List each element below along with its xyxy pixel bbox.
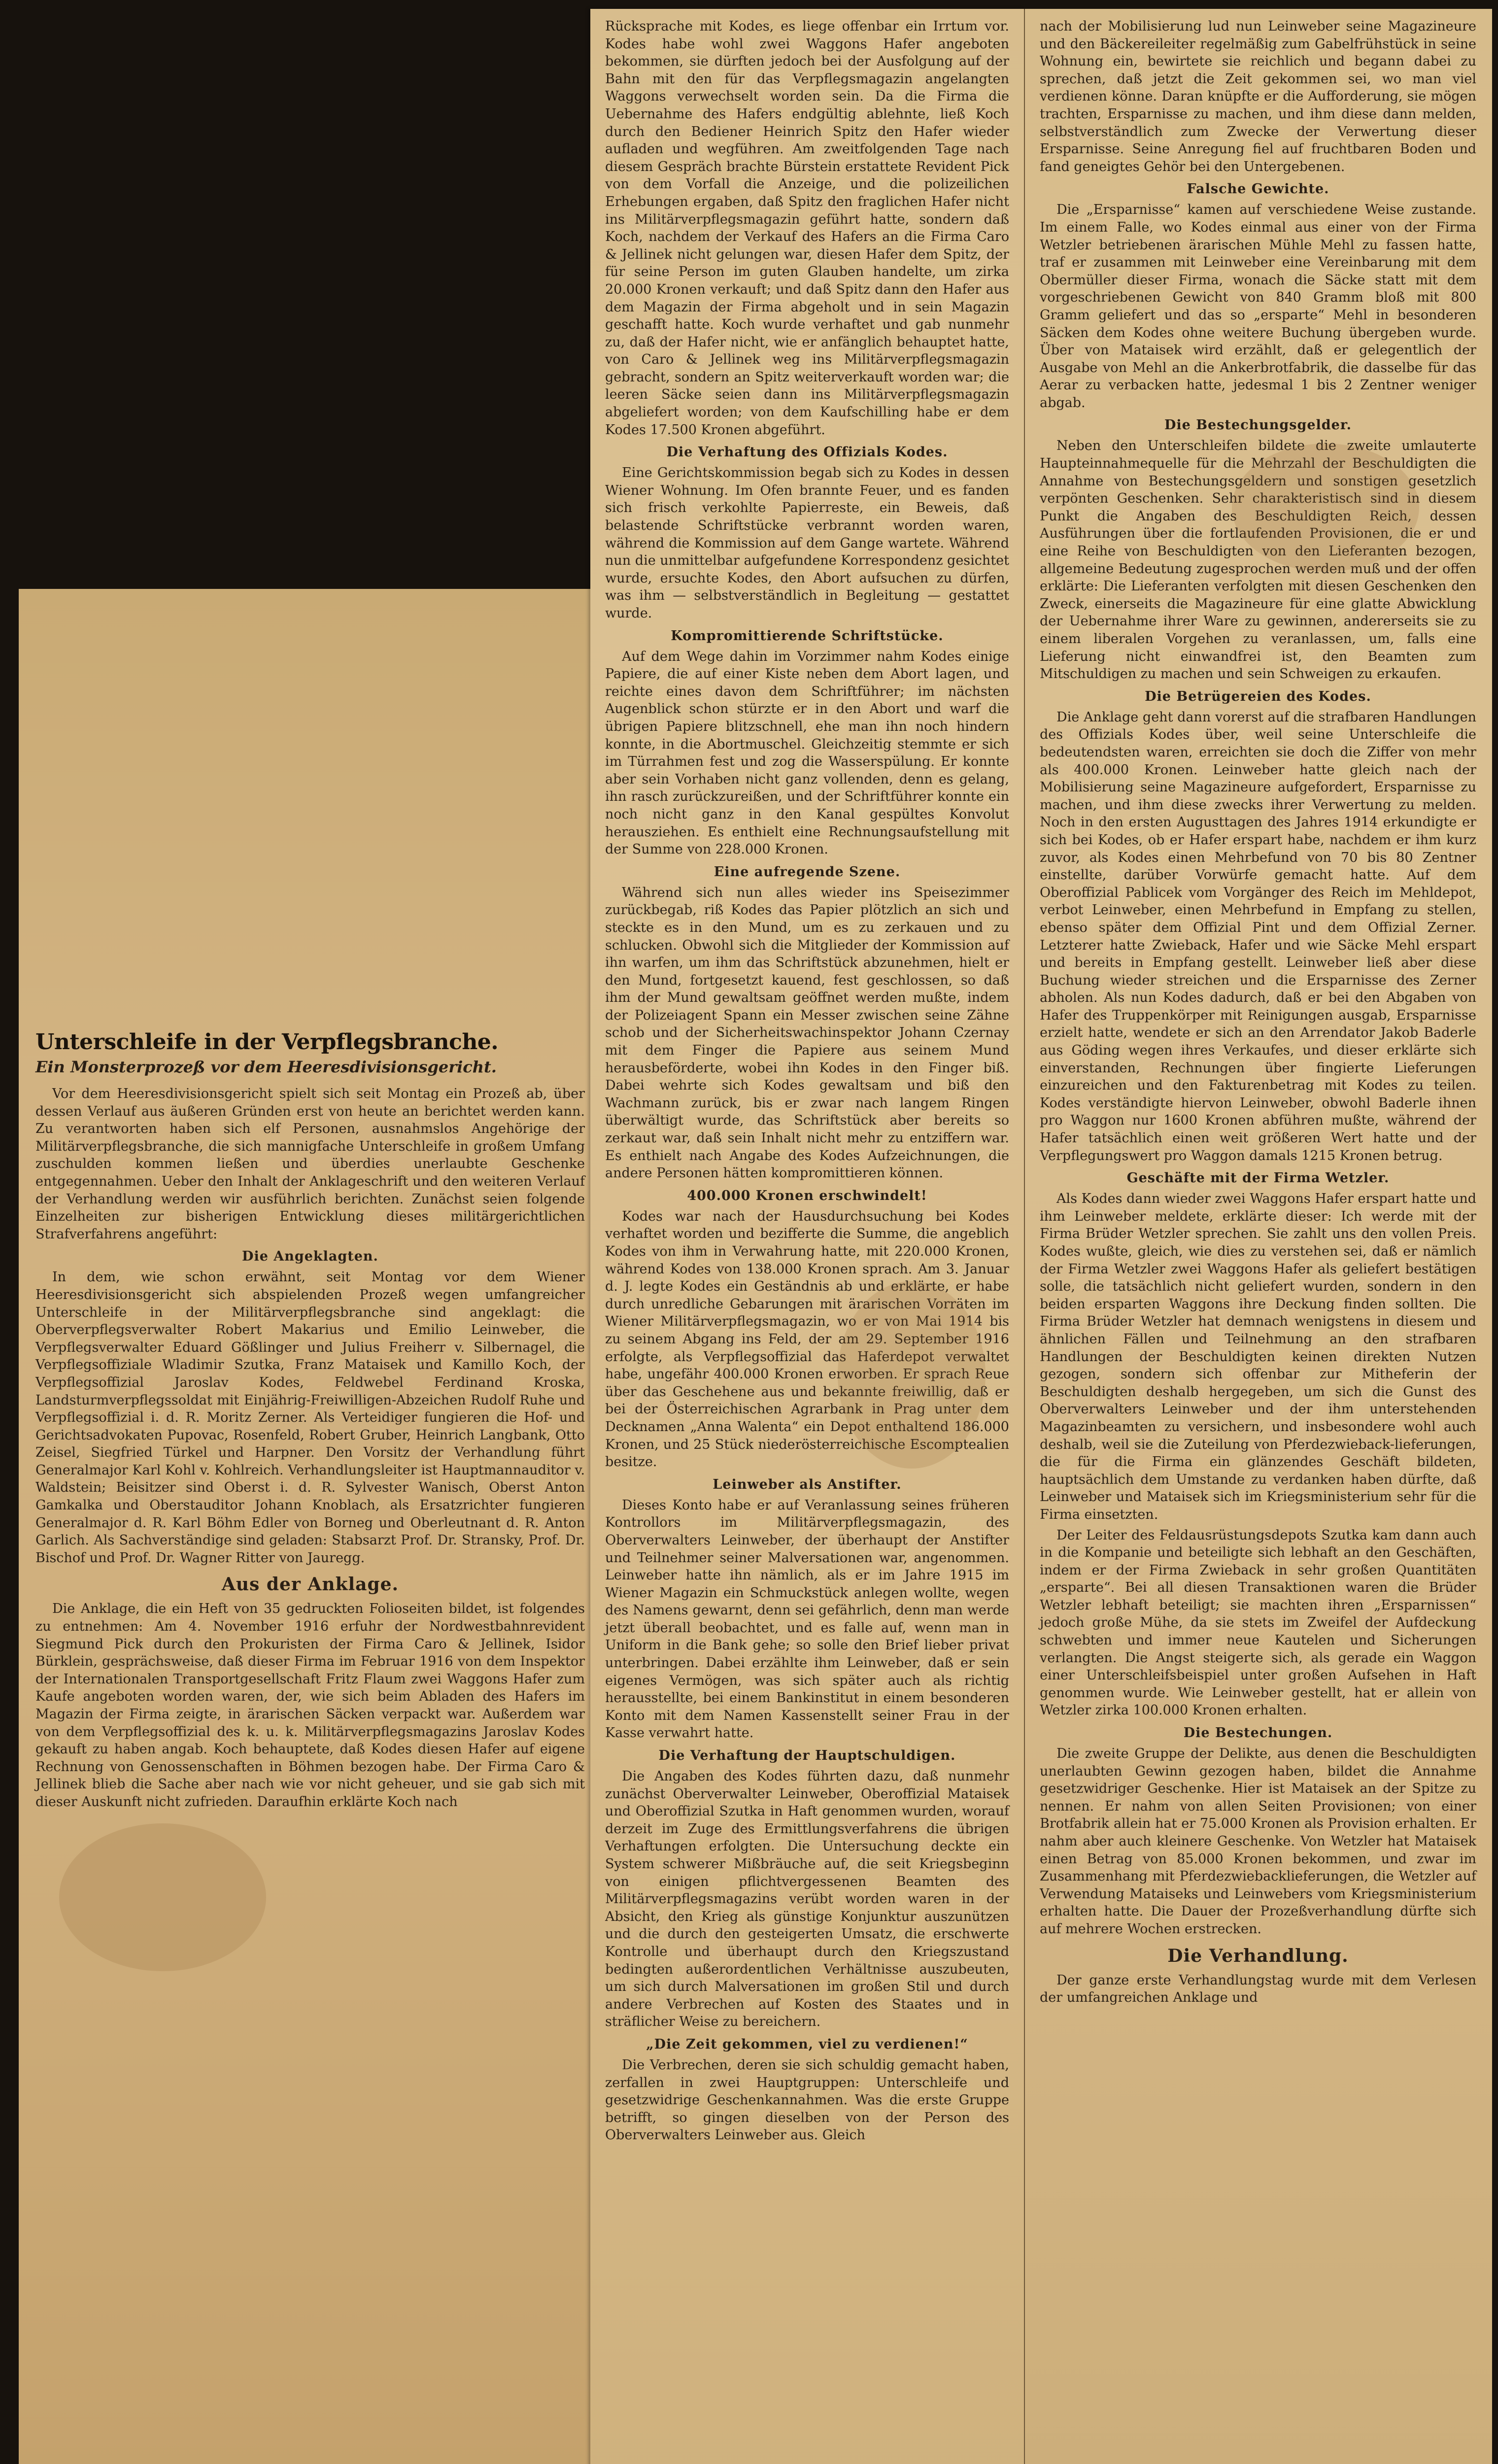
paragraph-bribes: Neben den Unterschleifen bildete die zweite umlauterte Haupteinnahmequelle für die Mehrzahl der Beschuldigten die Annahme von Bestechungsgeldern und sonstigen gesetzlich verpönten Geschenken. Sehr charakteristisch sind in diesem Punkt die Angaben des Beschuldigten Reich, dessen Ausführungen über die fortlaufenden Provisionen, die er und eine Reihe von Beschuldigten von den Lieferanten bezogen, allgemeine Bedeutung zugesprochen werden muß und der offen erklärte: Die Lieferanten verfolgten mit diesen Geschenken den Zweck, einerseits die Magazineure für eine glatte Abwicklung der Uebernahme ihrer Ware zu gewinnen, andererseits sie zu einem liberalen Vorgehen zu veranlassen, um, falls eine Lieferung nicht einwandfrei ist, den Beamten zum Mitschuldigen zu machen und sein Schweigen zu erkaufen. — [1040, 438, 1476, 682]
paragraph-defendants: In dem, wie schon erwähnt, seit Montag vor dem Wiener Heeresdivisionsgericht sich abspielenden Prozeß wegen umfangreicher Unterschleife in der Militärverpflegsbranche sind angeklagt: die Oberverpflegsverwalter Robert Makarius und Emilio Leinweber, die Verpflegsverwalter Eduard Gößlinger und Julius Freiherr v. Silbernagel, die Verpflegsoffiziale Wladimir Szutka, Franz Mataisek und Kamillo Koch, der Verpflegsoffizial Jaroslav Kodes, Feldwebel Ferdinand Kroska, Landsturmverpflegssoldat mit Einjährig-Freiwilligen-Abzeichen Rudolf Ruhe und Verpflegsoffizial i. d. R. Moritz Zerner. Als Verteidiger fungieren die Hof- und Gerichtsadvokaten Pupovac, Rosenfeld, Robert Gruber, Heinrich Langbank, Otto Zeisel, Siegfried Türkel und Harpner. Den Vorsitz der Verhandlung führt Generalmajor Karl Kohl v. Kohlreich. Verhandlungsleiter ist Hauptmannauditor v. Waldstein; Beisitzer sind Oberst i. d. R. Sylvester Wanisch, Oberst Anton Gamkalka und Oberstauditor Johann Knoblach, als Ersatzrichter fungieren Generalmajor d. R. Karl Böhm Edler von Borneg und Oberleutnant d. R. Anton Garlich. Als Sachverständige sind geladen: Stabsarzt Prof. Dr. Stransky, Prof. Dr. Bischof und Prof. Dr. Wagner Ritter von Jauregg. — [35, 1269, 585, 1566]
paragraph-main-culprits: Die Angaben des Kodes führten dazu, daß nunmehr zunächst Oberverwalter Leinweber, Oberoffizial Mataisek und Oberoffizial Szutka in Haft genommen wurden, worauf derzeit im Zuge des Ermittlungsverfahrens die übrigen Verhaftungen erfolgten. Die Untersuchung deckte ein System schwerer Mißbräuche auf, die seit Kriegsbeginn von einigen pflichtvergessenen Beamten des Militärverpflegsmagazins verübt worden waren in der Absicht, den Krieg als günstige Konjunktur auszunützen und die durch den gesteigerten Umsatz, die erschwerte Kontrolle und überhaupt durch den Kriegszustand bedingten außerordentlichen Verhältnisse auszubeuten, um sich durch Malversationen im großen Stil und durch andere Verbrechen auf Kosten des Staates und in sträflicher Weise zu bereichern. — [605, 1769, 1009, 2030]
section-heading-swindled: 400.000 Kronen erschwindelt! — [687, 1188, 927, 1203]
clipping-middle — [590, 9, 1024, 2464]
section-heading-bribery: Die Bestechungen. — [1183, 1725, 1333, 1741]
clipping-right — [1024, 9, 1492, 2464]
section-heading-main-culprits: Die Verhaftung der Hauptschuldigen. — [658, 1748, 956, 1764]
paragraph-frauds-kodes: Die Anklage geht dann vorerst auf die strafbaren Handlungen des Offizials Kodes über, weil seine Unterschleife die bedeutendsten waren, erreichten sie doch die Ziffer von mehr als 400.000 Kronen. Leinweber hatte gleich nach der Mobilisierung seine Magazineure aufgefordert, Ersparnisse zu machen, und ihm diese zwecks ihrer Verwertung zu melden. Noch in den ersten Augusttagen des Jahres 1914 erkundigte er sich bei Kodes, ob er Hafer erspart habe, nachdem er ihm kurz zuvor, als Kodes einen Mehrbefund von 70 bis 80 Zentner einstellte, darüber Vorwürfe gemacht hatte. Auf dem Oberoffizial Pablicek vom Vorgänger des Reich im Mehldepot, verbot Leinweber, einen Mehrbefund in Empfang zu stellen, ebenso später dem Offizial Pint und dem Offizial Zerner. Letzterer hatte Zwieback, Hafer und wie Säcke Mehl erspart und bereits in Empfang gestellt. Leinweber ließ aber diese Buchung wieder streichen und die Ersparnisse des Zerner abholen. Als nun Kodes dadurch, daß er bei den Abgaben von Hafer des Truppenkörper mit Reinigungen ausgab, Ersparnisse erzielt hatte, wendete er sich an den Arrendator Jakob Baderle aus Göding wegen ihres Verkaufes, und dieser erklärte sich einverstanden, Rechnungen über fingierte Lieferungen einzureichen und den Fakturenbetrag mit Kodes zu teilen. Kodes verständigte hiervon Leinweber, obwohl Baderle ihnen pro Waggon nur 1600 Kronen abführen mußte, während der Hafer tatsächlich einen weit größeren Wert hatte und der Verpflegungswert pro Waggon damals 1215 Kronen betrug. — [1040, 709, 1476, 1164]
clipping-left — [19, 589, 603, 2464]
section-heading-instigator: Leinweber als Anstifter. — [713, 1476, 902, 1492]
paragraph-compromising-documents: Auf dem Wege dahin im Vorzimmer nahm Kodes einige Papiere, die auf einer Kiste neben dem Abort lagen, und reichte eines davon dem Schriftführer; im nächsten Augenblick schon stürzte er in den Abort und warf die übrigen Papiere blitzschnell, ehe man ihn noch hindern konnte, in die Abortmuschel. Gleichzeitig stemmte er sich im Türrahmen fest und zog die Wasserspülung. Er konnte aber sein Vorhaben nicht ganz vollenden, denn es gelang, ihn rasch zurückzureißen, und der Schriftführer konnte ein noch nicht ganz in den Kanal gespültes Konvolut herausziehen. Es enthielt eine Rechnungsaufstellung mit der Summe von 228.000 Kronen. — [605, 649, 1009, 857]
paragraph-arrest-kodes: Eine Gerichtskommission begab sich zu Kodes in dessen Wiener Wohnung. Im Ofen brannte Feuer, und es fanden sich frisch verkohlte Papierreste, ein Beweis, daß belastende Schriftstücke verbrannt worden waren, während die Kommission auf dem Gange wartete. Während nun die unmittelbar aufgefundene Korrespondenz gesichtet wurde, ersuchte Kodes, den Abort aufsuchen zu dürfen, was ihm — selbstverständlich in Begleitung — gestattet wurde. — [605, 465, 1009, 621]
paragraph-bribery: Die zweite Gruppe der Delikte, aus denen die Beschuldigten unerlaubten Gewinn gezogen haben, bildet die Annahme gesetzwidriger Geschenke. Hier ist Mataisek an der Spitze zu nennen. Er nahm von allen Seiten Provisionen; von einer Brotfabrik allein hat er 75.000 Kronen als Provision erhalten. Er nahm aber auch kleinere Geschenke. Von Wetzler hat Mataisek einen Betrag von 85.000 Kronen bekommen, und zwar im Zusammenhang mit Pferdezwiebacklieferungen, die Wetzler auf Verwendung Mataiseks und Leinwebers vom Kriegsministerium erhalten hatte. Die Dauer der Prozeßverhandlung dürfte sich auf mehrere Wochen erstrecken. — [1040, 1746, 1476, 1937]
paragraph-time-to-earn: Die Verbrechen, deren sie sich schuldig gemacht haben, zerfallen in zwei Hauptgruppen: Unterschleife und gesetzwidrige Geschenkannahmen. Was die erste Gruppe betrifft, so gingen dieselben von der Person des Oberverwalters Leinweber aus. Gleich — [605, 2057, 1009, 2143]
section-heading-bribes: Die Bestechungsgelder. — [1164, 417, 1352, 433]
article-intro: Vor dem Heeresdivisionsgericht spielt sich seit Montag ein Prozeß ab, über dessen Verlauf aus äußeren Gründen erst von heute an berichtet werden kann. Zu verantworten haben sich elf Personen, ausnahmslos Angehörige der Militärverpflegsbranche, die sich mannigfache Unterschleife in großem Umfang zuschulden kommen ließen und überdies unerlaubte Geschenke entgegennahmen. Ueber den Inhalt der Anklageschrift und den weiteren Verlauf der Verhandlung werden wir ausführlich berichten. Zunächst seien folgende Einzelheiten zur bisherigen Entwicklung dieses militärgerichtlichen Strafverfahrens angeführt: — [35, 1086, 585, 1242]
paragraph-indictment: Die Anklage, die ein Heft von 35 gedruckten Folioseiten bildet, ist folgendes zu entnehmen: Am 4. November 1916 erfuhr der Nordwestbahnrevident Siegmund Pick durch den Prokuristen der Firma Caro & Jellinek, Isidor Bürklein, gesprächsweise, daß dieser Firma im Februar 1916 von dem Inspektor der Internationalen Transportgesellschaft Fritz Flaum zwei Waggons Hafer zum Kaufe angeboten worden waren, der, wie sich beim Abladen des Hafers im Magazin der Firma zeigte, in ärarischen Säcken verpackt war. Außerdem war von dem Verpflegsoffizial des k. u. k. Militärverpflegsmagazins Jaroslav Kodes gekauft zu haben angab. Koch behauptete, daß Kodes diesen Hafer auf eigene Rechnung von Genossenschaften in Böhmen bezogen habe. Der Firma Caro & Jellinek blieb die Sache aber nach wie vor nicht geheuer, und sie gab sich mit dieser Auskunft nicht zufrieden. Daraufhin erklärte Koch nach — [35, 1601, 585, 1810]
paragraph-instigator: Dieses Konto habe er auf Veranlassung seines früheren Kontrollors im Militärverpflegsmagazin, des Oberverwalters Leinweber, der überhaupt der Anstifter und Teilnehmer seiner Malversationen war, angenommen. Leinweber hatte ihn nämlich, als er im Jahre 1915 im Wiener Magazin ein Schmuckstück anlegen wollte, wegen des Namens gewarnt, denn sei gefährlich, denn man werde jetzt überall beobachtet, und es falle auf, wenn man in Uniform in die Bank gehe; so solle den Brief lieber privat unterbringen. Dabei erzählte ihm Leinweber, daß er sein eigenes Vermögen, was sich später auch als richtig herausstellte, bei einem Bankinstitut in einem besonderen Konto mit dem Namen Kassenstellt seiner Frau in der Kasse verwahrt hatte. — [605, 1497, 1009, 1741]
paragraph-mobilisation: nach der Mobilisierung lud nun Leinweber seine Magazineure und den Bäckereileiter regelmäßig zum Gabelfrühstück in seine Wohnung ein, bewirtete sie reichlich und begann dabei zu sprechen, daß jetzt die Zeit gekommen sei, wo man viel verdienen könne. Daran knüpfte er die Aufforderung, sie mögen trachten, Ersparnisse zu machen, und ihm diese dann melden, selbstverständlich zum Zwecke der Verwertung dieser Ersparnisse. Seine Anregung fiel auf fruchtbaren Boden und fand geneigtes Gehör bei den Untergebenen. — [1040, 19, 1476, 174]
article-headline: Unterschleife in der Verpflegsbranche. — [35, 1029, 499, 1055]
section-heading-compromising-documents: Kompromittierende Schriftstücke. — [671, 628, 944, 644]
section-heading-false-weights: Falsche Gewichte. — [1187, 181, 1329, 197]
paragraph-false-weights: Die „Ersparnisse“ kamen auf verschiedene Weise zustande. Im einem Falle, wo Kodes einmal aus einer von der Firma Wetzler betriebenen ärarischen Mühle Mehl zu fassen hatte, traf er zusammen mit Leinweber eine Vereinbarung mit dem Obermüller dieser Firma, wonach die Säcke statt mit dem vorgeschriebenen Gewicht von 840 Gramm bloß mit 800 Gramm geliefert und das so „ersparte“ Mehl in besonderen Säcken dem Kodes ohne weitere Buchung übergeben wurde. Über von Mataisek wird erzählt, daß er gelegentlich der Ausgabe von Mehl an die Ankerbrotfabrik, die dasselbe für das Aerar zu verbacken hatte, jedesmal 1 bis 2 Zentner weniger abgab. — [1040, 202, 1476, 411]
section-heading-time-to-earn: „Die Zeit gekommen, viel zu verdienen!“ — [646, 2036, 968, 2052]
article-subheadline: Ein Monsterprozeß vor dem Heeresdivisionsgericht. — [35, 1058, 497, 1076]
section-heading-defendants: Die Angeklagten. — [242, 1249, 378, 1265]
section-heading-wetzler: Geschäfte mit der Firma Wetzler. — [1126, 1170, 1390, 1186]
paragraph-trial: Der ganze erste Verhandlungstag wurde mit dem Verlesen der umfangreichen Anklage und — [1040, 1972, 1476, 2006]
section-heading-frauds-kodes: Die Betrügereien des Kodes. — [1145, 688, 1371, 704]
paragraph-wetzler: Als Kodes dann wieder zwei Waggons Hafer erspart hatte und ihm Leinweber meldete, erklärte dieser: Ich werde mit der Firma Brüder Wetzler sprechen. Sie zahlt uns den vollen Preis. Kodes wußte, gleich, wie dies zu verstehen sei, daß er nämlich der Firma Wetzler zwei Waggons Hafer als geliefert bestätigen solle, die tatsächlich nicht geliefert wurden, sondern in den beiden ersparten Waggons ihre Deckung finden sollten. Die Firma Brüder Wetzler hat demnach wenigstens in diesem und ähnlichen Fällen und Teilnehmung an den strafbaren Handlungen der Beschuldigten keinen direkten Nutzen gezogen, sondern sich offenbar zur Mitheferin der Beschuldigten deshalb hergegeben, um sich die Gunst des Oberverwalters Leinweber und der ihm unterstehenden Magazinbeamten zu versichern, und insbesondere wohl auch deshalb, weil sie die Zuteilung von Pferdezwieback-lieferungen, die für die Firma ein glänzendes Geschäft bildeten, hauptsächlich dem Umstande zu verdanken haben dürfte, daß Leinweber und Mataisek sich im Kriegsministerium sehr für die Firma einsetzten. — [1040, 1191, 1476, 1522]
section-heading-exciting-scene: Eine aufregende Szene. — [714, 864, 901, 880]
paragraph-swindled: Kodes war nach der Hausdurchsuchung bei Kodes verhaftet worden und bezifferte die Summe, die angeblich Kodes von ihm in Verwahrung hatte, mit 220.000 Kronen, während Kodes von 138.000 Kronen sprach. Am 3. Januar d. J. legte Kodes ein Geständnis ab und erklärte, er habe durch unredliche Gebarungen mit ärarischen Vorräten im Wiener Militärverpflegsmagazin, wo er von Mai 1914 bis zu seinem Abgang ins Feld, der am 29. September 1916 erfolgte, als Verpflegsoffizial das Haferdepot verwaltet habe, ungefähr 400.000 Kronen erworben. Er sprach Reue über das Geschehene aus und bekannte freiwillig, daß er bei der Österreichischen Agrarbank in Prag unter dem Decknamen „Anna Walenta“ ein Depot enthaltend 186.000 Kronen, und 25 Stück niederösterreichische Escomptealien besitze. — [605, 1208, 1009, 1470]
paragraph-exciting-scene: Während sich nun alles wieder ins Speisezimmer zurückbegab, riß Kodes das Papier plötzlich an sich und steckte es in den Mund, um es zu zerkauen und zu schlucken. Obwohl sich die Mitglieder der Kommission auf ihn warfen, um ihm das Schriftstück abzunehmen, hielt er den Mund, fortgesetzt kauend, fest geschlossen, so daß ihm der Mund gewaltsam geöffnet werden mußte, indem der Polizeiagent Spann ein Messer zwischen seine Zähne schob und der Sicherheitswachinspektor Johann Czernay mit dem Finger die Papiere aus seinem Mund herausbeförderte, wobei ihn Kodes in den Finger biß. Dabei wehrte sich Kodes gewaltsam und biß den Wachmann zurück, bis er zwar nach langem Ringen überwältigt wurde, das Schriftstück aber bereits so zerkaut war, daß sein Inhalt nicht mehr zu entziffern war. Es enthielt nach Angabe des Kodes Aufzeichnungen, die andere Personen hätten kompromittieren können. — [605, 885, 1009, 1181]
section-heading-arrest-kodes: Die Verhaftung des Offizials Kodes. — [666, 445, 948, 460]
section-heading-trial: Die Verhandlung. — [1167, 1945, 1349, 1966]
paragraph-continuation: Rücksprache mit Kodes, es liege offenbar ein Irrtum vor. Kodes habe wohl zwei Waggons Hafer angeboten bekommen, sie dürften jedoch bei der Ausfolgung auf der Bahn mit den für das Verpflegsmagazin angelangten Waggons verwechselt worden sein. Da die Firma die Uebernahme des Hafers endgültig ablehnte, ließ Koch durch den Bediener Heinrich Spitz den Hafer wieder aufladen und wegführen. Am zweitfolgenden Tage nach diesem Gespräch brachte Bürstein erstattete Revident Pick von dem Vorfall die Anzeige, und die polizeilichen Erhebungen ergaben, daß Spitz den fraglichen Hafer nicht ins Militärverpflegsmagazin geführt hatte, sondern daß Koch, nachdem der Verkauf des Hafers an die Firma Caro & Jellinek nicht gelungen war, diesen Hafer dem Spitz, der für seine Person im guten Glauben handelte, um zirka 20.000 Kronen verkauft; und daß Spitz dann den Hafer aus dem Magazin der Firma abgeholt und in sein Magazin geschafft hatte. Koch wurde verhaftet und gab nunmehr zu, daß der Hafer nicht, wie er anfänglich behauptet hatte, von Caro & Jellinek weg ins Militärverpflegsmagazin gebracht, sondern an Spitz weiterverkauft worden war; die leeren Säcke seien dann ins Militärverpflegsmagazin abgeliefert worden; von dem Kaufschilling habe er dem Kodes 17.500 Kronen abgeführt. — [605, 19, 1009, 438]
section-heading-indictment: Aus der Anklage. — [221, 1574, 399, 1595]
paragraph-szutka: Der Leiter des Feldausrüstungsdepots Szutka kam dann auch in die Kompanie und beteiligte sich lebhaft an den Geschäften, indem er der Firma Zwieback in sehr großen Quantitäten „ersparte“. Bei all diesen Transaktionen waren die Brüder Wetzler lebhaft beteiligt; sie machten ihren „Ersparnissen“ jedoch große Mühe, da sie stets im Zweifel der Aufdeckung schwebten und immer neue Kautelen und Sicherungen verlangten. Die Angst steigerte sich, als gerade ein Waggon einer Unterschleifsbeispiel unter großen Aufsehen in Haft genommen wurde. Wie Leinweber gestellt, hat er allein von Wetzler zirka 100.000 Kronen erhalten. — [1040, 1527, 1476, 1718]
